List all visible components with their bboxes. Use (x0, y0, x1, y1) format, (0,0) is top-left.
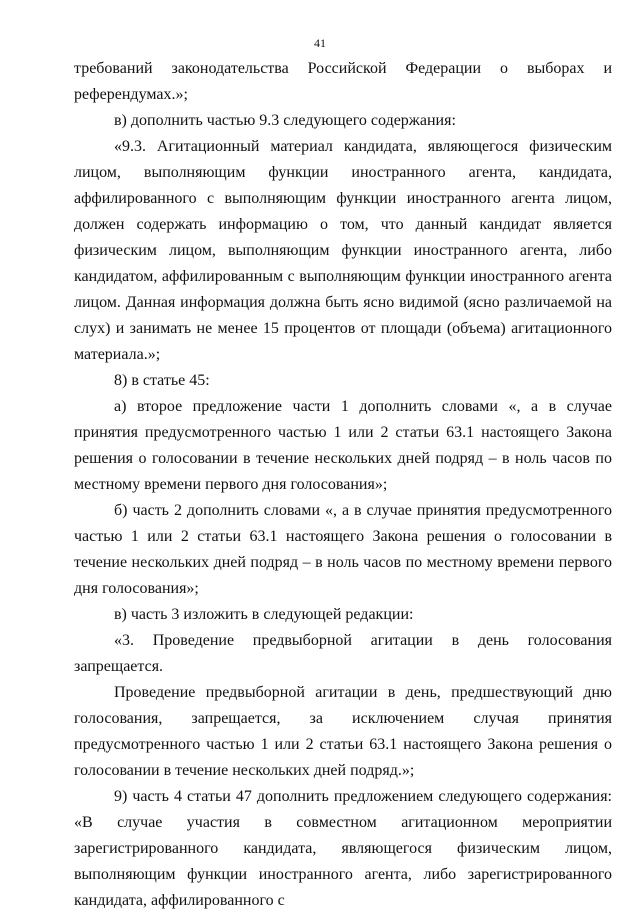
document-body (74, 56, 612, 914)
paragraph-8: «3. Проведение предвыборной агитации в день голосования запрещается. (74, 632, 612, 675)
paragraph-4: 8) в статье 45: (114, 372, 210, 389)
paragraph-3: «9.3. Агитационный материал кандидата, являющегося физическим лицом, выполняющим функции иностранного агента, кандидата, аффилированного с выполняющим функции иностранного агента лицом, должен содержать информацию о том, что данный кандидат является физическим лицом, выполняющим функции иностранного агента, либо кандидатом, аффилированным с выполняющим функции иностранного агента лицом. Данная информация должна быть ясно видимой (ясно различаемой на слух) и занимать не менее 15 процентов от площади (объема) агитационного материала.»; (74, 138, 612, 363)
page-number: 41 (314, 36, 326, 50)
paragraph-5: а) второе предложение части 1 дополнить словами «, а в случае принятия предусмотренного частью 1 или 2 статьи 63.1 настоящего Закона решения о голосовании в течение нескольких дней подряд – в ноль часов по местному времени первого дня голосования»; (74, 398, 612, 493)
paragraph-6: б) часть 2 дополнить словами «, а в случае принятия предусмотренного частью 1 или 2 статьи 63.1 настоящего Закона решения о голосовании в течение нескольких дней подряд – в ноль часов по местному времени первого дня голосования»; (74, 502, 612, 597)
paragraph-10: 9) часть 4 статьи 47 дополнить предложением следующего содержания: «В случае участия в совместном агитационном мероприятии зарегистрированного кандидата, являющегося физическим лицом, выполняющим функции иностранного агента, либо зарегистрированного кандидата, аффилированного с (74, 788, 612, 909)
paragraph-7: в) часть 3 изложить в следующей редакции: (114, 606, 414, 623)
paragraph-9: Проведение предвыборной агитации в день, предшествующий дню голосования, запрещается, за исключением случая принятия предусмотренного частью 1 или 2 статьи 63.1 настоящего Закона решения о голосовании в течение нескольких дней подряд.»; (74, 684, 612, 779)
paragraph-1-continuation: требований законодательства Российской Федерации о выборах и референдумах.»; (74, 60, 612, 103)
paragraph-2: в) дополнить частью 9.3 следующего содержания: (114, 112, 456, 129)
